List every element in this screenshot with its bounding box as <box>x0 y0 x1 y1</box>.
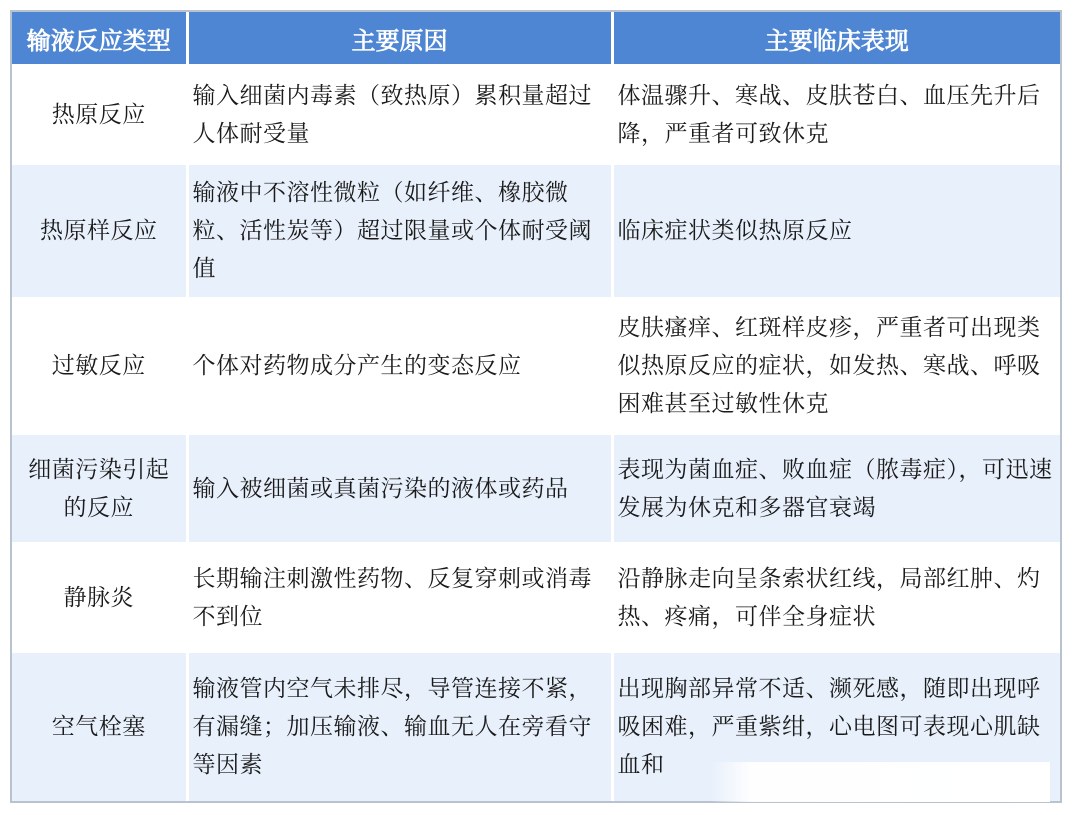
reaction-table-frame <box>10 10 1062 803</box>
cell-reaction-type: 过敏反应 <box>12 299 187 434</box>
cell-main-cause: 输入被细菌或真菌污染的液体或药品 <box>187 434 612 544</box>
cell-main-cause: 输液中不溶性微粒（如纤维、橡胶微粒、活性炭等）超过限量或个体耐受阈值 <box>187 164 612 299</box>
cell-reaction-type: 热原反应 <box>12 66 187 164</box>
table-row <box>12 434 1060 544</box>
table-row <box>12 544 1060 652</box>
cell-reaction-type: 细菌污染引起的反应 <box>12 434 187 544</box>
header-main-cause: 主要原因 <box>187 12 612 66</box>
cell-clinical-manifestation: 体温骤升、寒战、皮肤苍白、血压先升后降，严重者可致休克 <box>612 66 1060 164</box>
cell-main-cause: 个体对药物成分产生的变态反应 <box>187 299 612 434</box>
infusion-reaction-table <box>12 12 1060 802</box>
cell-clinical-manifestation: 表现为菌血症、败血症（脓毒症），可迅速发展为休克和多器官衰竭 <box>612 434 1060 544</box>
table-row <box>12 66 1060 164</box>
cell-main-cause: 长期输注刺激性药物、反复穿刺或消毒不到位 <box>187 544 612 652</box>
watermark-fade-overlay <box>710 762 1050 802</box>
table-row <box>12 164 1060 299</box>
cell-main-cause: 输液管内空气未排尽，导管连接不紧，有漏缝；加压输液、输血无人在旁看守等因素 <box>187 652 612 802</box>
header-clinical-manifestation: 主要临床表现 <box>612 12 1060 66</box>
cell-reaction-type: 热原样反应 <box>12 164 187 299</box>
cell-clinical-manifestation: 临床症状类似热原反应 <box>612 164 1060 299</box>
table-header-row <box>12 12 1060 66</box>
cell-reaction-type: 静脉炎 <box>12 544 187 652</box>
cell-clinical-manifestation: 出现胸部异常不适、濒死感，随即出现呼吸困难，严重紫绀，心电图可表现心肌缺血和 <box>612 652 1060 802</box>
cell-reaction-type: 空气栓塞 <box>12 652 187 802</box>
cell-clinical-manifestation: 皮肤瘙痒、红斑样皮疹，严重者可出现类似热原反应的症状，如发热、寒战、呼吸困难甚至过敏性休克 <box>612 299 1060 434</box>
header-reaction-type: 输液反应类型 <box>12 12 187 66</box>
cell-main-cause: 输入细菌内毒素（致热原）累积量超过人体耐受量 <box>187 66 612 164</box>
table-row <box>12 299 1060 434</box>
cell-clinical-manifestation: 沿静脉走向呈条索状红线，局部红肿、灼热、疼痛，可伴全身症状 <box>612 544 1060 652</box>
